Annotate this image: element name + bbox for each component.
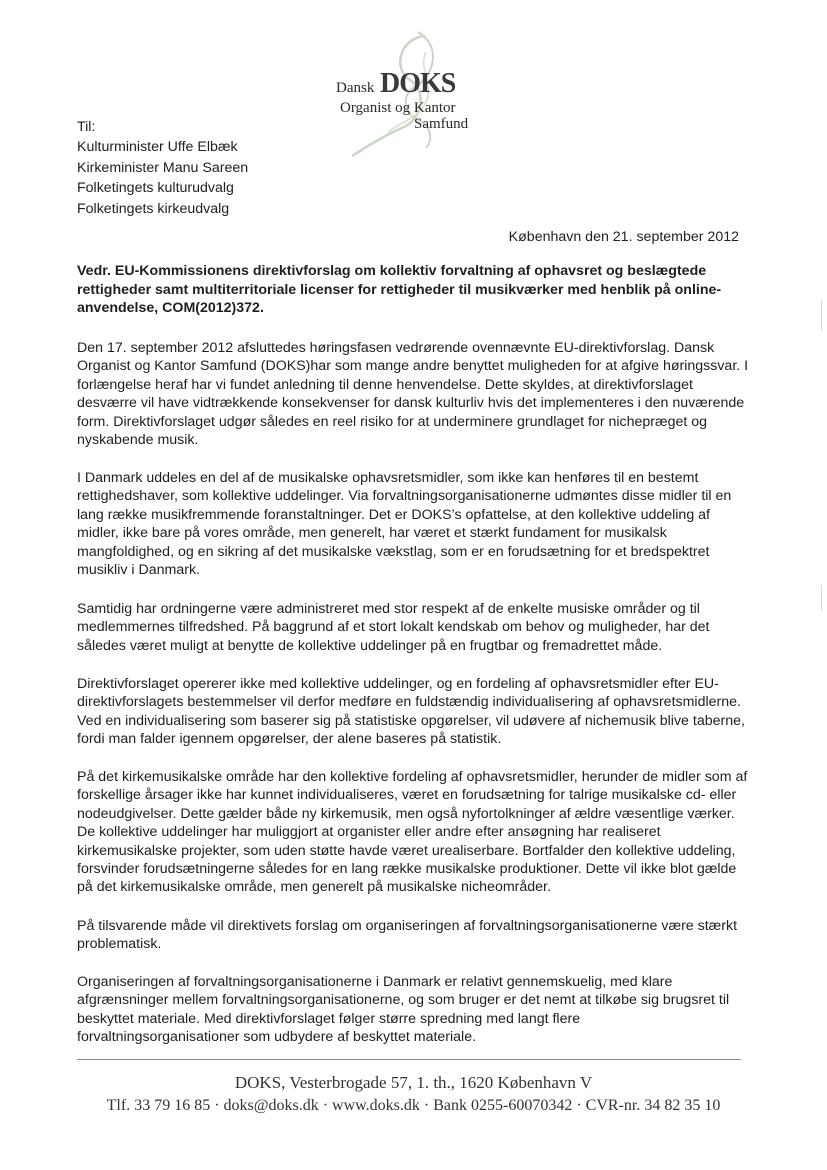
- paragraph-line: på det kirkemusikalske område, men generelt på musikalske nicheområder.: [77, 879, 551, 896]
- paragraph-line: rettighedshaver, som kollektive uddelinger. Via forvaltningsorganisationerne udmøntes disse midler til en: [77, 488, 732, 505]
- logo-text-samfund: Samfund: [414, 116, 469, 132]
- recipient-line: Kirkeminister Manu Sareen: [77, 159, 249, 176]
- paragraph-7: [77, 973, 749, 1047]
- logo-text-organist-og-kantor: Organist og Kantor: [340, 100, 456, 116]
- paragraph-5: [77, 768, 749, 897]
- paragraph-line: Direktivforslaget opererer ikke med kollektive uddelinger, og en fordeling af ophavsretsmidler efter EU-: [77, 676, 719, 692]
- paragraph-line: direktivforslagets bestemmelser vil derfor medføre en fuldstændig individualisering af ophavsretsmidlerne.: [77, 694, 741, 711]
- paragraph-line: midler, ikke bare på vores område, men generelt, har været et stærkt fundament for musikalsk: [77, 525, 667, 542]
- paragraph-line: musikliv i Danmark.: [77, 562, 200, 579]
- paragraph-line: forsvinder forudsætningerne således for en lang række musikalske produktioner. Dette vil ikke blot gælde: [77, 861, 737, 878]
- paragraph-line: nyskabende musik.: [77, 432, 199, 449]
- paragraph-line: Den 17. september 2012 afsluttedes høringsfasen vedrørende ovennævnte EU-direktivforslag. Dansk: [77, 340, 715, 356]
- paragraph-line: desværre vil have vidtrækkende konsekvenser for dansk kulturliv hvis det implementeres i den nuværende: [77, 395, 745, 412]
- recipients-block: [77, 117, 248, 219]
- paragraph-line: forskellige årsager ikke har kunnet individualiseres, været en forudsætning for talrige musikalske cd- eller: [77, 787, 737, 804]
- paragraph-line: lang række musikfremmende foranstaltninger. Det er DOKS’s opfattelse, at den kollektive uddeling af: [77, 506, 710, 523]
- paragraph-line: I Danmark uddeles en del af de musikalske ophavsretsmidler, som ikke kan henføres til en bestemt: [77, 470, 699, 486]
- paragraph-3: [77, 600, 749, 655]
- paragraph-line: nodeudgivelser. Dette gælder både ny kirkemusik, men også nyfortolkninger af ældre væsentlige værker.: [77, 805, 735, 822]
- footer-contact: Tlf. 33 79 16 85 · doks@doks.dk · www.doks.dk · Bank 0255-60070342 · CVR-nr. 34 82 35 10: [106, 1097, 721, 1114]
- paragraph-line: forvaltningsorganisationer som udbydere af beskyttet materiale.: [77, 1029, 477, 1046]
- paragraph-line: forlængelse heraf har vi fundet anledning til denne henvendelse. Dette skyldes, at direktivforslaget: [77, 376, 693, 393]
- logo-text-dansk: Dansk: [336, 80, 375, 96]
- paragraph-line: beskyttet materiale. Med direktivforslaget følger større spredning med langt flere: [77, 1010, 581, 1027]
- paragraph-line: form. Direktivforslaget udgør således en reel risiko for at underminere grundlaget for nichepræget og: [77, 413, 708, 430]
- footer-divider: [77, 1059, 741, 1060]
- footer-address: DOKS, Vesterbrogade 57, 1. th., 1620 København V: [234, 1073, 593, 1092]
- paragraph-line: afgrænsninger mellem forvaltningsorganisationerne, og som bruger er det nemt at tilkøbe sig brugsret til: [77, 992, 730, 1009]
- paragraph-line: Ved en individualisering som baserer sig på statistiske opgørelser, vil udøvere af nichemusik blive taberne,: [77, 712, 745, 729]
- paragraph-line: fordi man falder igennem opgørelser, der alene baseres på statistik.: [77, 731, 502, 748]
- paragraph-1: [77, 339, 749, 449]
- paragraph-6: [77, 917, 749, 954]
- paragraph-4: [77, 675, 749, 749]
- paragraph-line: Organist og Kantor Samfund (DOKS)har som mange andre benyttet muligheden for at afgive høringssvar. I: [77, 358, 749, 375]
- paragraph-line: medlemmernes tilfredshed. På baggrund af et stort lokalt kendskab om behov og muligheder, har det: [77, 619, 710, 636]
- paragraph-line: Organiseringen af forvaltningsorganisationerne i Danmark er relativt gennemskuelig, med klare: [77, 974, 673, 990]
- paragraph-line: Samtidig har ordningerne være administreret med stor respekt af de enkelte musiske områder og til: [77, 601, 700, 617]
- scan-edge-mark: [821, 300, 822, 330]
- paragraph-line: problematisk.: [77, 936, 162, 953]
- paragraph-line: De kollektive uddelinger har muliggjort at organister eller andre efter ansøgning har realiseret: [77, 824, 661, 841]
- recipient-line: Folketingets kulturudvalg: [77, 180, 234, 197]
- recipient-line: Til:: [77, 119, 96, 135]
- paragraph-2: [77, 469, 749, 579]
- doks-logo: [330, 28, 480, 163]
- paragraph-line: mangfoldighed, og en sikring af det musikalske vækstlag, som er en forudsætning for et bredspektret: [77, 543, 710, 560]
- paragraph-line: kirkemusikalske projekter, som uden støtte havde været urealiserbare. Bortfalder den kollektive uddeling,: [77, 842, 736, 859]
- logo-text-doks: DOKS: [380, 68, 456, 99]
- paragraph-line: På tilsvarende måde vil direktivets forslag om organiseringen af forvaltningsorganisationerne være stærkt: [77, 918, 738, 934]
- paragraph-line: således været muligt at benytte de kollektive uddelinger på en frugtbar og fremadrettet måde.: [77, 637, 663, 654]
- recipient-line: Kulturminister Uffe Elbæk: [77, 139, 238, 156]
- recipient-line: Folketingets kirkeudvalg: [77, 200, 230, 217]
- scan-edge-mark: [821, 585, 822, 610]
- date-line: København den 21. september 2012: [508, 229, 739, 245]
- subject-heading: Vedr. EU-Kommissionens direktivforslag om kollektiv forvaltning af ophavsret og beslægtede rettigheder samt multiterritoriale licenser for rettigheder til musikværker med henblik på online-anvendelse, COM(2012)372.: [77, 263, 722, 317]
- paragraph-line: På det kirkemusikalske område har den kollektive fordeling af ophavsretsmidler, herunder de midler som af: [77, 769, 748, 785]
